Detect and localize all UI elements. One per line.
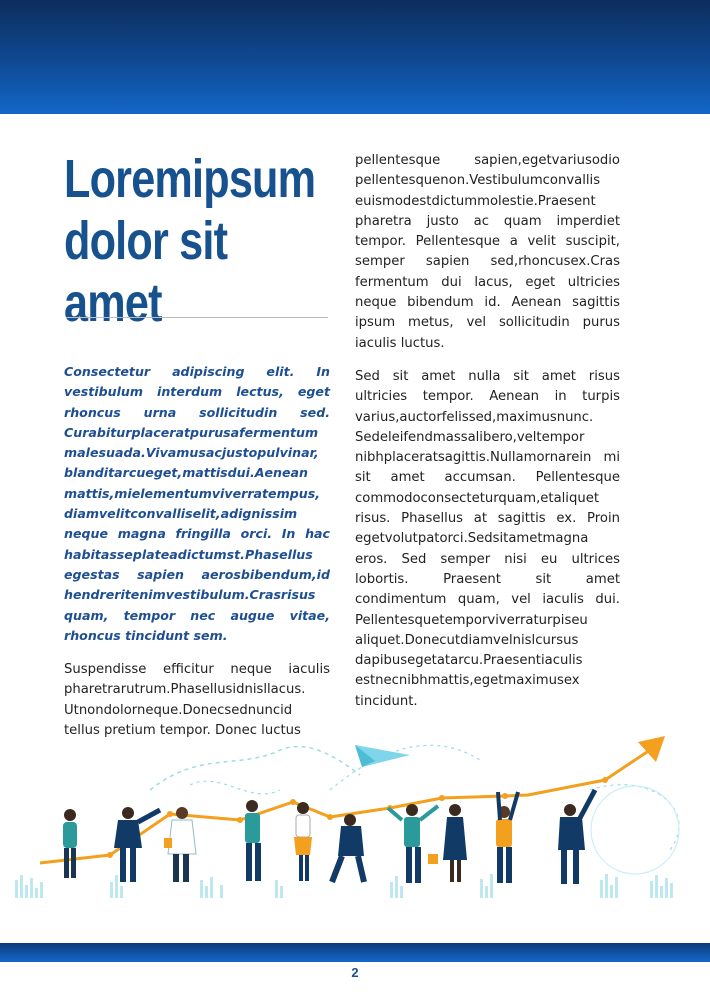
person-figure [294, 802, 312, 881]
decor-circle [591, 786, 679, 874]
header-band [0, 0, 710, 114]
person-figure [114, 807, 160, 882]
decor-swoosh [330, 745, 480, 790]
body-paragraph: Sed sit amet nulla sit amet risus ultricies tempor. Aenean in turpis varius,auctorfelissed,maximusnunc. Sedeleifendmassalibero,veltempor nibhplaceratsagittis.Nullamornarein mi sit amet accumsan. Pellentesque commodoconsecteturquam,etaliquet risus. Phasellus at sagittis ex. Proin egetvolutpatorci.Sedsitametmagna eros. Sed semper nisi eu ultrices lobortis. Praesent sit amet condimentum quam, vel iaculis dui. Pellentesquetemporviverraturpiseu aliquet.Donecutdiamvelnislcursus dapibusegetatarcu.Praesentiaculis estnecnibhmattis,egetmaximusex tincidunt. [355, 368, 620, 709]
decor-swoosh [590, 785, 679, 850]
person-figure [496, 792, 518, 883]
title-divider [66, 317, 328, 318]
page-number: 2 [351, 965, 359, 980]
left-column [64, 362, 330, 741]
decor-swoosh [190, 781, 280, 794]
growth-arrow-icon [638, 736, 665, 762]
footer-band [0, 943, 710, 962]
person-figure [63, 809, 77, 878]
person-figure [428, 804, 467, 882]
person-figure [332, 814, 364, 882]
person-figure [388, 804, 438, 883]
team-growth-illustration [10, 730, 700, 910]
body-paragraph: pellentesque sapien,egetvariusodio pellentesquenon.Vestibulumconvallis euismodestdictummolestie.Praesent pharetra justo ac quam imperdiet tempor. Pellentesque a velit suscipit, semper sapien sed,rhoncusex.Cras fermentum dui lacus, eget ultricies neque bibendum id. Aenean sagittis ipsum metus, vel sollicitudin purus iaculis luctus. [355, 153, 620, 351]
body-paragraph: Suspendisse efficitur neque iaculis pharetrarutrum.Phasellusidnisllacus. Utnondolorneque.Donecsednuncid tellus pretium tempor. Donec luctus [64, 662, 330, 739]
person-figure [164, 807, 196, 882]
person-figure [558, 790, 595, 884]
lead-paragraph: Consectetur adipiscing elit. In vestibulum interdum lectus, eget rhoncus urna sollicitudin sed. Curabiturplaceratpurusafermentum malesuada.Vivamusacjustopulvinar, blanditarcueget,mattisdui.Aenean mattis,mielementumviverratempus, diamvelitconvalliselit,adignissim neque magna fringilla orci. In hac habitasseplateadictumst.Phasellus egestas sapien aerosbibendum,id hendreritenimvestibulum.Crasrisus quam, tempor nec augue vitae, rhoncus tincidunt sem. [64, 364, 330, 643]
decor-swoosh [150, 747, 360, 790]
page-title: Loremipsum dolor sit amet [64, 149, 316, 333]
right-column [355, 151, 620, 712]
